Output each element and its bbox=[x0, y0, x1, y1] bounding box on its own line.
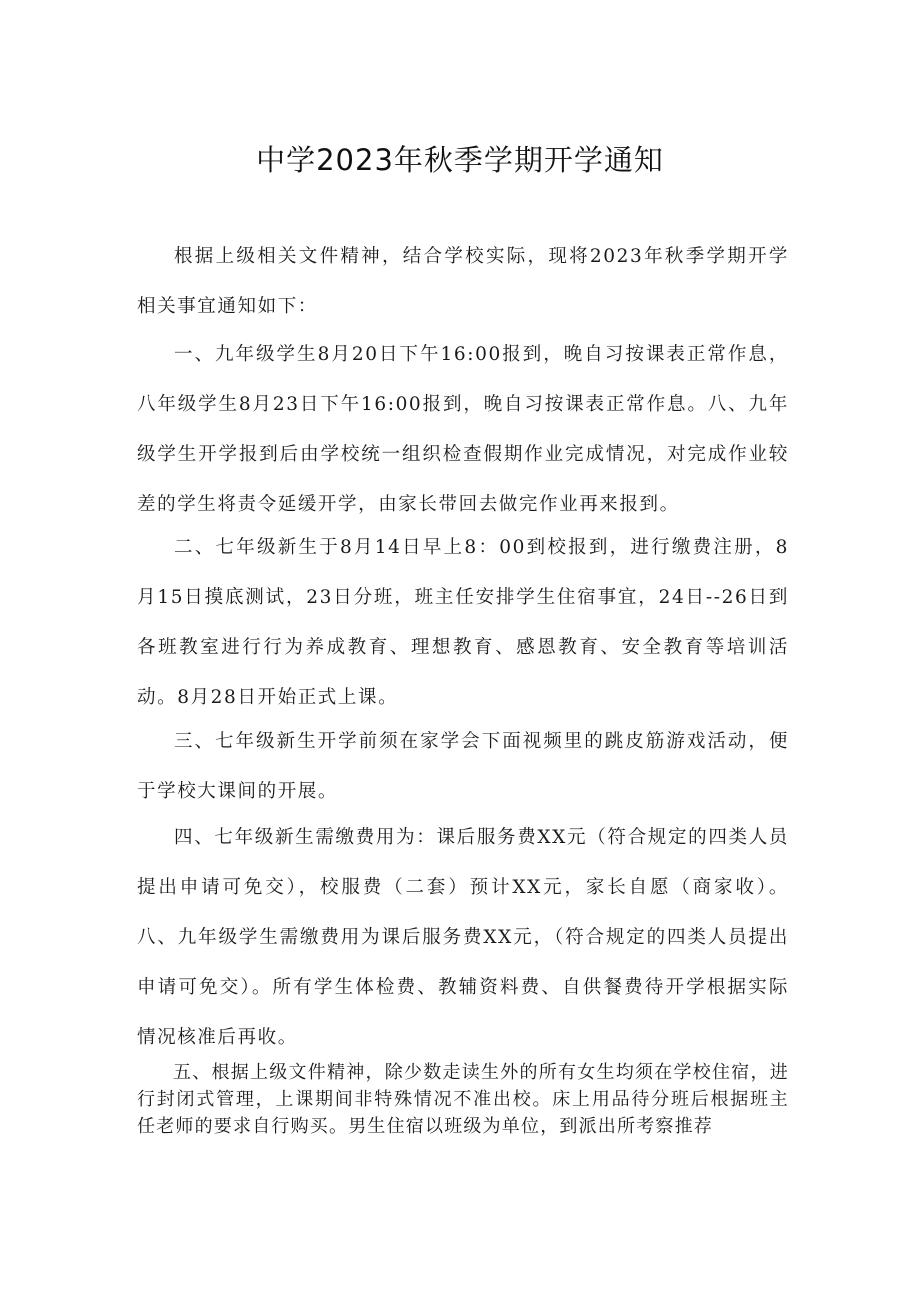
paragraph-item-3: 三、七年级新生开学前须在家学会下面视频里的跳皮筋游戏活动，便于学校大课间的开展。 bbox=[137, 731, 789, 802]
paragraph-item-4: 四、七年级新生需缴费用为：课后服务费XX元（符合规定的四类人员提出申请可免交），校服费（二套）预计XX元，家长自愿（商家收）。八、九年级学生需缴费用为课后服务费XX元，（符合规定的四类人员提出申请可免交）。所有学生体检费、教辅资料费、自供餐费待开学根据实际情况核准后再收。 bbox=[137, 827, 789, 1048]
document-title: 中学2023年秋季学期开学通知 bbox=[256, 143, 664, 177]
paragraph-item-2: 二、七年级新生于8月14日早上8：00到校报到，进行缴费注册，8月15日摸底测试，23日分班，班主任安排学生住宿事宜，24日--26日到各班教室进行行为养成教育、理想教育、感恩教育、安全教育等培训活动。8月28日开始正式上课。 bbox=[137, 537, 789, 708]
paragraph-item-1: 一、九年级学生8月20日下午16:00报到，晚自习按课表正常作息，八年级学生8月23日下午16:00报到，晚自习按课表正常作息。八、九年级学生开学报到后由学校统一组织检查假期作业完成情况，对完成作业较差的学生将责令延缓开学，由家长带回去做完作业再来报到。 bbox=[137, 344, 789, 515]
paragraph-item-5: 五、根据上级文件精神，除少数走读生外的所有女生均须在学校住宿，进行封闭式管理，上课期间非特殊情况不准出校。床上用品待分班后根据班主任老师的要求自行购买。男生住宿以班级为单位，到派出所考察推荐 bbox=[137, 1062, 789, 1137]
paragraph-intro: 根据上级相关文件精神，结合学校实际，现将2023年秋季学期开学相关事宜通知如下： bbox=[137, 246, 789, 317]
